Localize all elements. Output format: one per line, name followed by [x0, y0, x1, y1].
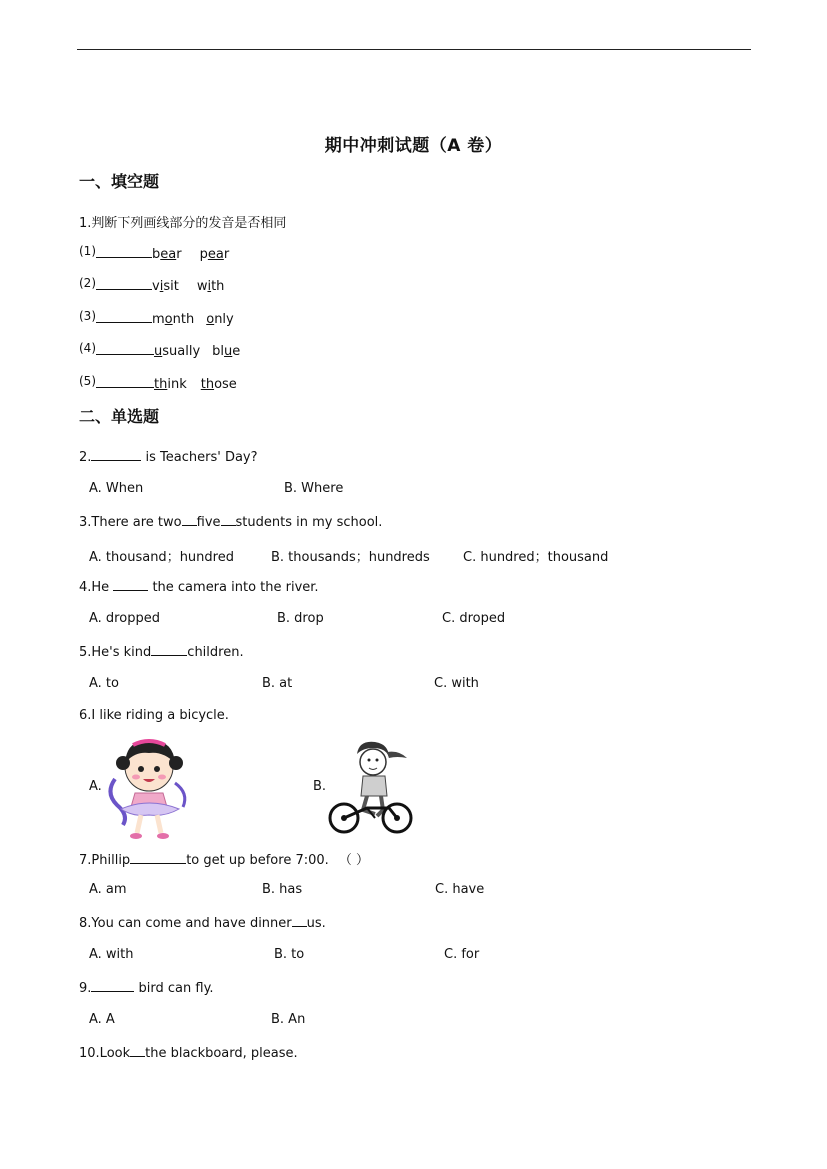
answer-blank[interactable]	[91, 979, 134, 992]
word-2: pear	[199, 247, 230, 262]
q3-option-b[interactable]: B. thousands；hundreds	[271, 550, 430, 565]
q7-option-a[interactable]: A. am	[89, 882, 127, 897]
header-rule	[77, 49, 751, 50]
answer-blank[interactable]	[96, 310, 152, 323]
q1-item-2	[79, 277, 224, 294]
page-title: 期中冲刺试题（A 卷）	[324, 136, 503, 156]
word-1: month	[152, 312, 195, 327]
q5-option-a[interactable]: A. to	[89, 676, 119, 691]
question-8-stem: 8.You can come and have dinner us.	[79, 916, 326, 931]
item-number: (5)	[79, 374, 96, 388]
word-1: visit	[152, 279, 179, 294]
question-6-stem: 6.I like riding a bicycle.	[79, 708, 229, 723]
q8-option-b[interactable]: B. to	[274, 947, 305, 962]
q1-item-4	[79, 342, 240, 359]
q6-option-a[interactable]: A.	[89, 779, 102, 794]
word-1: think	[154, 377, 187, 392]
section-heading-choice: 二、单选题	[79, 407, 160, 426]
answer-blank[interactable]	[130, 851, 186, 864]
q5-option-c[interactable]: C. with	[434, 676, 479, 691]
word-2: only	[206, 312, 234, 327]
q8-option-a[interactable]: A. with	[89, 947, 134, 962]
answer-blank[interactable]	[91, 448, 141, 461]
answer-blank[interactable]	[182, 513, 197, 526]
q2-option-a[interactable]: A. When	[89, 481, 144, 496]
q4-option-a[interactable]: A. dropped	[89, 611, 160, 626]
question-5-stem: 5.He's kind children.	[79, 645, 244, 660]
girl-riding-bicycle-image	[327, 738, 415, 836]
dancing-girl-image	[103, 733, 195, 841]
item-number: (2)	[79, 276, 96, 290]
section-heading-fill: 一、填空题	[79, 172, 160, 191]
q3-option-c[interactable]: C. hundred；thousand	[463, 550, 609, 565]
question-7-stem: 7.Phillip to get up before 7:00. （ ）	[79, 853, 370, 868]
word-2: with	[196, 279, 225, 294]
question-10-stem: 10.Look the blackboard, please.	[79, 1046, 298, 1061]
word-1: usually	[154, 344, 201, 359]
q5-option-b[interactable]: B. at	[262, 676, 293, 691]
item-number: (4)	[79, 341, 96, 355]
q8-option-c[interactable]: C. for	[444, 947, 480, 962]
item-number: (3)	[79, 309, 96, 323]
q7-option-b[interactable]: B. has	[262, 882, 303, 897]
question-3-stem: 3.There are two five students in my school.	[79, 515, 383, 530]
word-1: bear	[152, 247, 182, 262]
q9-option-b[interactable]: B. An	[271, 1012, 306, 1027]
answer-blank[interactable]	[96, 277, 152, 290]
q7-option-c[interactable]: C. have	[435, 882, 485, 897]
q1-item-1	[79, 245, 229, 262]
answer-blank[interactable]	[292, 914, 307, 927]
q4-option-b[interactable]: B. drop	[277, 611, 324, 626]
q6-option-b[interactable]: B.	[313, 779, 327, 794]
answer-blank[interactable]	[130, 1044, 145, 1057]
question-2-stem: 2. is Teachers' Day?	[79, 450, 258, 465]
word-2: blue	[212, 344, 241, 359]
q4-option-c[interactable]: C. droped	[442, 611, 506, 626]
q9-option-a[interactable]: A. A	[89, 1012, 115, 1027]
item-number: (1)	[79, 244, 96, 258]
q3-option-a[interactable]: A. thousand；hundred	[89, 550, 234, 565]
question-4-stem: 4.He the camera into the river.	[79, 580, 319, 595]
answer-blank[interactable]	[221, 513, 236, 526]
answer-blank[interactable]	[151, 643, 187, 656]
answer-blank[interactable]	[96, 375, 154, 388]
question-1-stem: 1.判断下列画线部分的发音是否相同	[79, 216, 287, 231]
q1-item-5	[79, 375, 237, 392]
answer-blank[interactable]	[96, 245, 152, 258]
answer-blank[interactable]	[96, 342, 154, 355]
q2-option-b[interactable]: B. Where	[284, 481, 344, 496]
q1-item-3	[79, 310, 234, 327]
answer-blank[interactable]	[113, 578, 148, 591]
word-2: those	[200, 377, 237, 392]
question-9-stem: 9. bird can fly.	[79, 981, 214, 996]
